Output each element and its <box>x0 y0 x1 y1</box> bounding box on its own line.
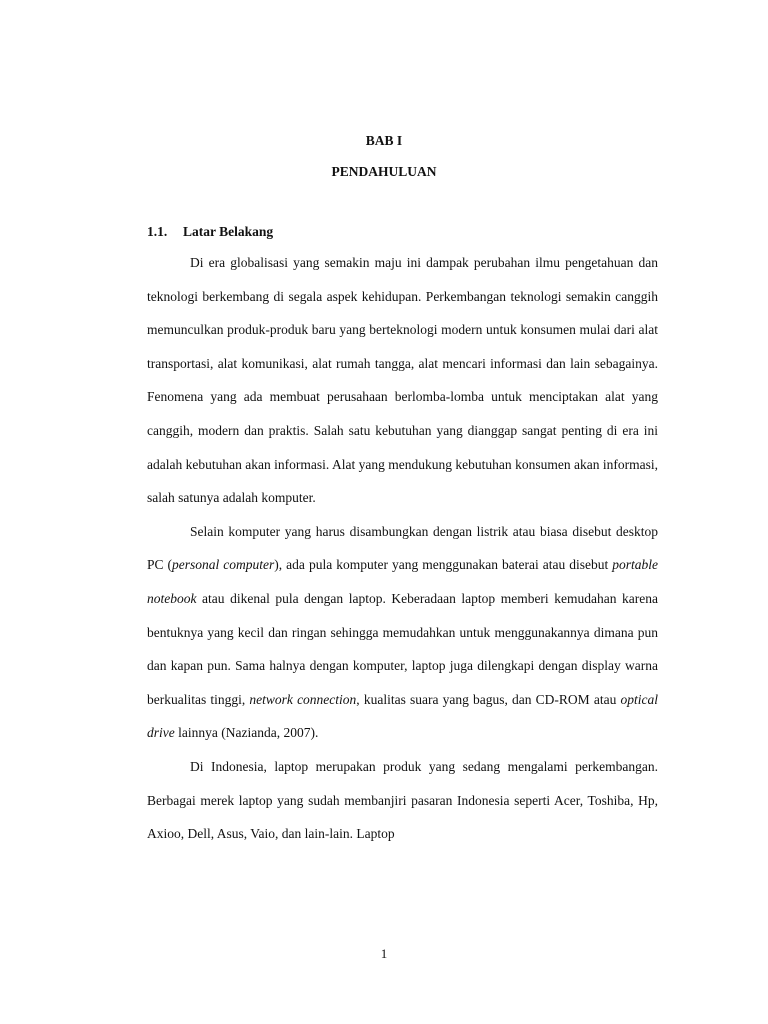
text-run: , kualitas suara yang bagus, dan CD-ROM atau <box>356 691 621 707</box>
text-run: Di era globalisasi yang semakin maju ini dampak perubahan ilmu pengetahuan dan teknologi berkembang di segala aspek kehidupan. Perkembangan teknologi semakin canggih memunculkan produk-produk baru yang berteknologi modern untuk konsumen mulai dari alat transportasi, alat komunikasi, alat rumah tangga, alat mencari informasi dan lain sebagainya. Fenomena yang ada membuat perusahaan berlomba-lomba untuk menciptakan alat yang canggih, modern dan praktis. Salah satu kebutuhan yang dianggap sangat penting di era ini adalah kebutuhan akan informasi. Alat yang mendukung kebutuhan konsumen akan informasi, salah satunya adalah komputer. <box>147 255 658 506</box>
text-run: Selain komputer yang harus disambungkan dengan listrik atau biasa disebut desktop PC ( <box>147 523 658 573</box>
text-run: atau dikenal pula dengan laptop. Keberadaan laptop memberi kemudahan karena bentuknya yang kecil dan ringan sehingga memudahkan untuk menggunakannya dimana pun dan kapan pun. Sama halnya dengan komputer, laptop juga dilengkapi dengan display warna berkualitas tinggi, <box>147 590 658 707</box>
chapter-title: PENDAHULUAN <box>331 164 437 179</box>
body-text <box>147 246 658 851</box>
text-run: ), ada pula komputer yang menggunakan baterai atau disebut <box>274 557 613 573</box>
text-run: Di Indonesia, laptop merupakan produk yang sedang mengalami perkembangan. Berbagai merek laptop yang sudah membanjiri pasaran Indonesia seperti Acer, Toshiba, Hp, Axioo, Dell, Asus, Vaio, dan lain-lain. Laptop <box>147 758 658 842</box>
section-heading <box>147 223 273 241</box>
italic-term: personal computer <box>172 557 275 573</box>
italic-term: network connection <box>249 691 357 707</box>
paragraph <box>147 246 658 515</box>
italic-term: portable notebook <box>147 557 658 606</box>
paragraph <box>147 515 658 750</box>
italic-term: optical drive <box>147 691 658 741</box>
section-title: Latar Belakang <box>183 224 274 239</box>
chapter-number: BAB I <box>365 133 403 148</box>
text-run: lainnya (Nazianda, 2007). <box>174 725 319 741</box>
section-number: 1.1. <box>147 224 168 239</box>
page-number: 1 <box>380 946 388 961</box>
paragraph <box>147 750 658 851</box>
